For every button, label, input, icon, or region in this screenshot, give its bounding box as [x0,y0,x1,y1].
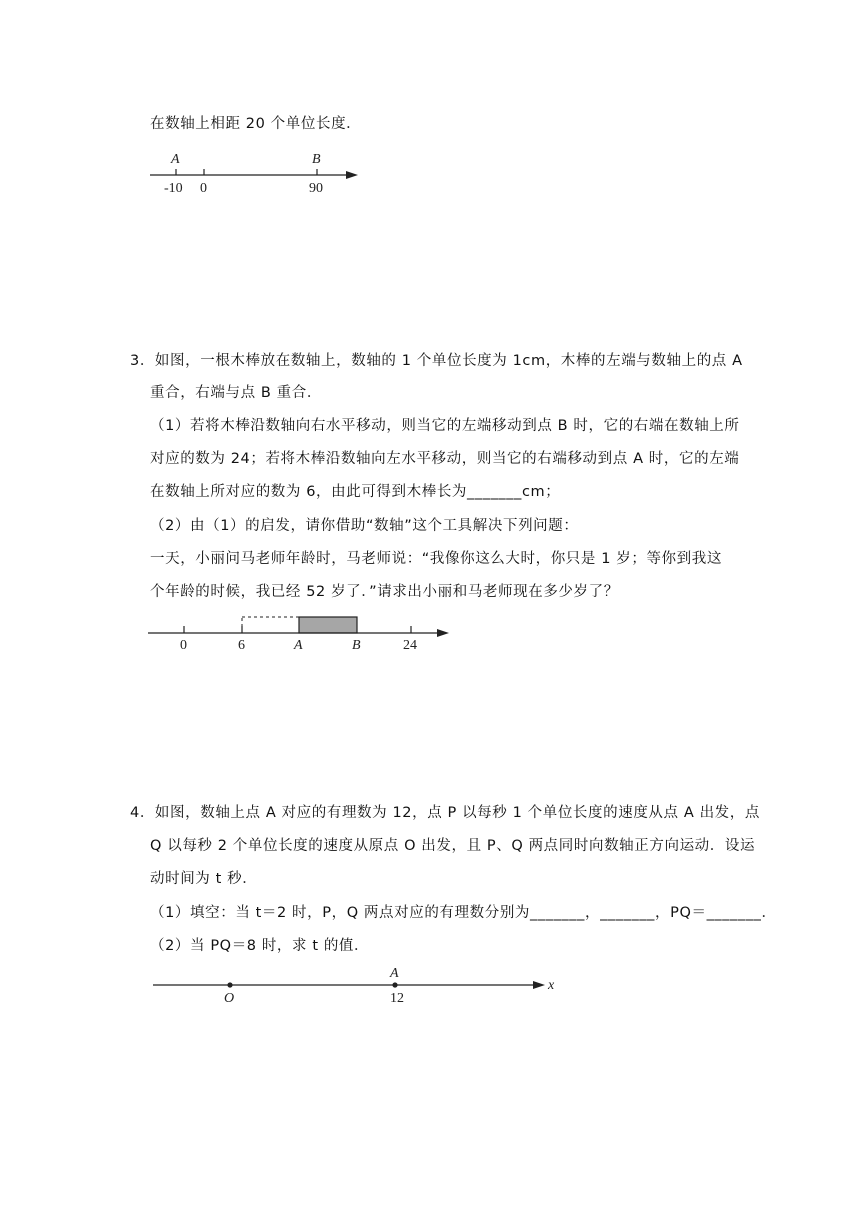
fig2-tick-6: 6 [238,638,245,653]
q3-line-5: 在数轴上所对应的数为 6，由此可得到木棒长为_______cm； [150,484,561,500]
q3-line-6: （2）由（1）的启发，请你借助“数轴”这个工具解决下列问题： [150,518,579,534]
q4-line-4: （1）填空：当 t＝2 时，P，Q 两点对应的有理数分别为_______，_______，PQ＝_______． [150,905,777,921]
q4-line-3: 动时间为 t 秒． [150,871,258,887]
intro-tail-text: 在数轴上相距 20 个单位长度． [150,116,362,132]
fig1-tick-minus10: -10 [164,181,183,196]
fig1-label-b: B [312,152,321,167]
q4-line-2: Q 以每秒 2 个单位长度的速度从原点 O 出发，且 P、Q 两点同时向数轴正方向运动．设运 [150,838,756,854]
fig2-label-b: B [352,638,361,653]
figure-1-number-line [140,145,370,195]
fig3-label-a: A [390,966,399,981]
fig1-tick-0: 0 [200,181,207,196]
q4-line-5: （2）当 PQ＝8 时，求 t 的值． [150,938,370,954]
q4-line-1: 4．如图，数轴上点 A 对应的有理数为 12，点 P 以每秒 1 个单位长度的速度从点 A 出发，点 [130,805,760,821]
q3-line-3: （1）若将木棒沿数轴向右水平移动，则当它的左端移动到点 B 时，它的右端在数轴上所 [150,418,740,434]
fig3-axis-x: x [548,978,555,993]
q3-line-2: 重合，右端与点 B 重合． [150,385,322,401]
fig1-label-a: A [171,152,180,167]
fig2-tick-0: 0 [180,638,187,653]
fig2-tick-24: 24 [403,638,417,653]
q3-line-1: 3．如图，一根木棒放在数轴上，数轴的 1 个单位长度为 1cm，木棒的左端与数轴上的点 A [130,353,743,369]
q3-line-8: 个年龄的时候，我已经 52 岁了．”请求出小丽和马老师现在多少岁了？ [150,584,619,600]
fig1-tick-90: 90 [309,181,323,196]
fig3-label-o: O [224,991,235,1006]
fig2-label-a: A [294,638,303,653]
fig3-tick-12: 12 [390,991,404,1006]
figure-2-stick-number-line [145,610,455,655]
q3-line-7: 一天，小丽问马老师年龄时，马老师说：“我像你这么大时，你只是 1 岁；等你到我这 [150,551,722,567]
figure-3-number-line [150,962,570,1007]
q3-line-4: 对应的数为 24；若将木棒沿数轴向左水平移动，则当它的右端移动到点 A 时，它的左端 [150,451,740,467]
